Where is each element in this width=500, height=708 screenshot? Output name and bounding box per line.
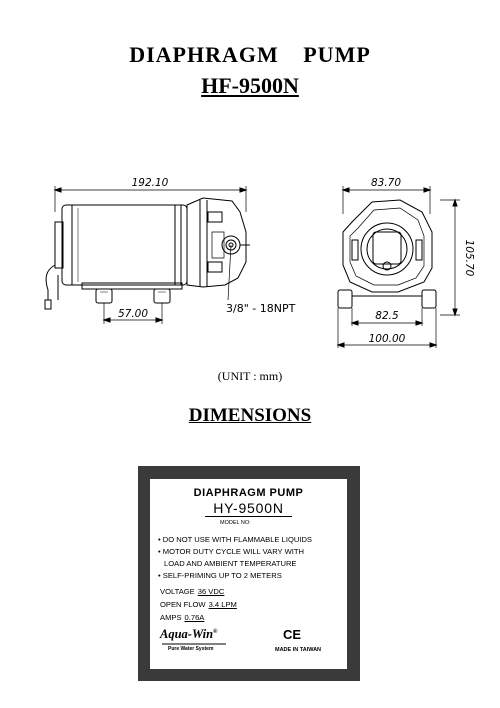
registered-mark: ®	[213, 628, 218, 635]
model-title: HF-9500N	[201, 73, 299, 98]
label-model-text: HY-9500N	[205, 500, 291, 517]
label-title: DIAPHRAGM PUMP	[193, 487, 304, 499]
foot-outer-label: 100.00	[368, 333, 406, 345]
flow-value: 3.4 LPM	[208, 600, 237, 609]
width-label: 83.70	[370, 177, 402, 189]
label-model-no: MODEL NO:	[220, 520, 251, 526]
made-in-label: MADE IN TAIWAN	[275, 647, 322, 653]
product-label-plate	[138, 466, 360, 681]
foot-spacing-label: 57.00	[117, 308, 149, 320]
label-model	[150, 500, 347, 516]
dimensions-heading: DIMENSIONS	[188, 405, 312, 426]
warning-line: LOAD AND AMBIENT TEMPERATURE	[164, 559, 297, 568]
page-title: DIAPHRAGM PUMP	[129, 42, 371, 67]
ce-mark-icon: CE	[283, 627, 302, 642]
amps-spec	[160, 613, 204, 622]
voltage-spec	[160, 587, 224, 596]
flow-spec	[160, 600, 237, 609]
brand-subtitle: Pure Water System	[168, 646, 214, 652]
warning-line: • DO NOT USE WITH FLAMMABLE LIQUIDS	[158, 535, 312, 544]
overall-length-label: 192.10	[131, 177, 169, 189]
voltage-value: 36 VDC	[197, 587, 225, 596]
label-face	[150, 479, 347, 669]
flow-label: OPEN FLOW	[160, 600, 206, 609]
voltage-label: VOLTAGE	[160, 587, 195, 596]
brand-name: Aqua-Win	[160, 627, 214, 641]
unit-note: (UNIT : mm)	[217, 369, 283, 383]
warning-line: • SELF-PRIMING UP TO 2 METERS	[158, 571, 282, 580]
foot-inner-label: 82.5	[375, 310, 399, 322]
dimension-drawing	[0, 160, 500, 360]
height-label: 105.70	[463, 239, 475, 277]
brand-logo	[160, 627, 218, 642]
amps-value: 0.76A	[184, 613, 205, 622]
amps-label: AMPS	[160, 613, 182, 622]
warning-line: • MOTOR DUTY CYCLE WILL VARY WITH	[158, 547, 304, 556]
port-size-label: 3/8" - 18NPT	[226, 302, 296, 315]
